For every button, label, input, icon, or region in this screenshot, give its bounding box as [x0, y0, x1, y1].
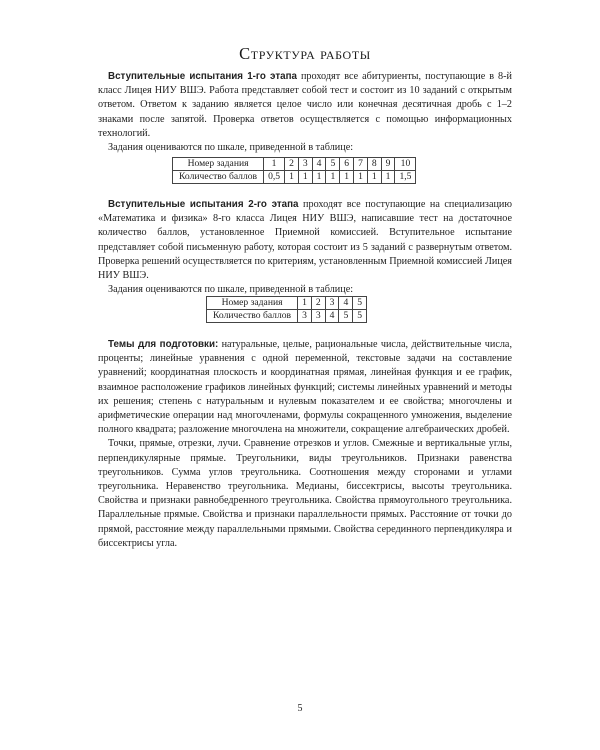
- table-cell: 4: [312, 158, 326, 171]
- table-row-label: Количество баллов: [173, 171, 264, 184]
- table-row-label: Номер задания: [207, 297, 298, 310]
- table-cell: 4: [325, 310, 339, 323]
- table-cell: 0,5: [264, 171, 285, 184]
- stage1-scale-note: Задания оцениваются по шкале, приведенной в таблице:: [108, 142, 354, 154]
- table-cell: 1: [340, 171, 354, 184]
- stage1-lead: Вступительные испытания 1-го этапа: [108, 71, 297, 82]
- table-cell: 1: [285, 171, 299, 184]
- table-cell: 3: [325, 297, 339, 310]
- topics-geometry-paragraph: Точки, прямые, отрезки, лучи. Сравнение отрезков и углов. Смежные и вертикальные углы, перпендикулярные прямые. Треугольники, виды треугольников. Признаки равенства треугольников. Сумма углов треугольника. Соотношения между сторонами и углами треугольника. Неравенство треугольника. Медианы, биссектрисы, высоты треугольника. Свойства и признаки равнобедренного треугольника. Свойства прямоугольного треугольника. Параллельные прямые. Свойства и признаки параллельности прямых. Расстояние от точки до прямой, расстояние между параллельными прямыми. Свойства серединного перпендикуляра и биссектрисы угла.: [98, 438, 512, 549]
- stage2-scale-note: Задания оцениваются по шкале, приведенной в таблице:: [108, 284, 354, 296]
- stage2-paragraph: [98, 198, 512, 283]
- topics-algebra-paragraph: [98, 338, 512, 437]
- table-cell: 3: [298, 158, 312, 171]
- table-row: [207, 310, 367, 323]
- stage2-lead: Вступительные испытания 2-го этапа: [108, 199, 299, 210]
- topics-lead: Темы для подготовки:: [108, 339, 219, 350]
- table-cell: 6: [340, 158, 354, 171]
- table-cell: 4: [339, 297, 353, 310]
- table-cell: 10: [395, 158, 416, 171]
- table-cell: 1: [264, 158, 285, 171]
- table-row-label: Количество баллов: [207, 310, 298, 323]
- topics-section: [98, 338, 512, 551]
- stage1-paragraph: [98, 70, 512, 141]
- table-row: [173, 171, 416, 184]
- stage2-text: проходят все поступающие на специализацию «Математика и физика» 8-го класса Лицея НИУ ВШЭ, написавшие тест на достаточное количество баллов, установленное Приемной комиссией. Вступительное испытание представляет собой письменную работу, которая состоит из 5 заданий с развернутым ответом. Проверка решений осуществляется по критериям, установленным Приемной комиссией Лицея НИУ ВШЭ.: [98, 199, 512, 282]
- table-cell: 5: [353, 310, 367, 323]
- page-title: Структура работы: [239, 44, 371, 63]
- table-cell: 5: [339, 310, 353, 323]
- table-cell: 1,5: [395, 171, 416, 184]
- table-cell: 5: [326, 158, 340, 171]
- stage1-scores-table: [172, 157, 416, 184]
- table-row: [207, 297, 367, 310]
- stage1-text: проходят все абитуриенты, поступающие в 8-й класс Лицея НИУ ВШЭ. Работа представляет собой тест и состоит из 10 заданий с открытым ответом. Ответом к заданию является целое число или конечная десятичная дробь с 1–2 знаками после запятой. Проверка ответов осуществляется с помощью информационных технологий.: [98, 71, 512, 139]
- table-cell: 3: [311, 310, 325, 323]
- table-cell: 1: [354, 171, 368, 184]
- table-cell: 8: [367, 158, 381, 171]
- table-cell: 1: [367, 171, 381, 184]
- stage2-section: [98, 198, 512, 297]
- stage1-section: [98, 70, 512, 155]
- table-cell: 2: [311, 297, 325, 310]
- stage2-scores-table: [206, 296, 367, 323]
- table-row-label: Номер задания: [173, 158, 264, 171]
- table-cell: 1: [298, 171, 312, 184]
- table-cell: 1: [381, 171, 395, 184]
- table-row: [173, 158, 416, 171]
- table-cell: 7: [354, 158, 368, 171]
- table-cell: 1: [312, 171, 326, 184]
- page-number: 5: [297, 703, 303, 714]
- topics-algebra-text: натуральные, целые, рациональные числа, действительные числа, проценты; линейные уравнения с одной переменной, текстовые задачи на составление уравнений; координатная плоскость и координатная прямая, линейная функция и ее график, взаимное расположение графиков линейных функций; системы линейных уравнений и методы их решения; степень с натуральным и нулевым показателем и ее свойства; многочлены и арифметические операции над многочленами, формулы сокращенного умножения, выделение полного квадрата; разложение многочлена на множители, сокращение алгебраических дробей.: [98, 339, 512, 436]
- table-cell: 9: [381, 158, 395, 171]
- table-cell: 2: [285, 158, 299, 171]
- table-cell: 5: [353, 297, 367, 310]
- table-cell: 1: [298, 297, 312, 310]
- table-cell: 1: [326, 171, 340, 184]
- table-cell: 3: [298, 310, 312, 323]
